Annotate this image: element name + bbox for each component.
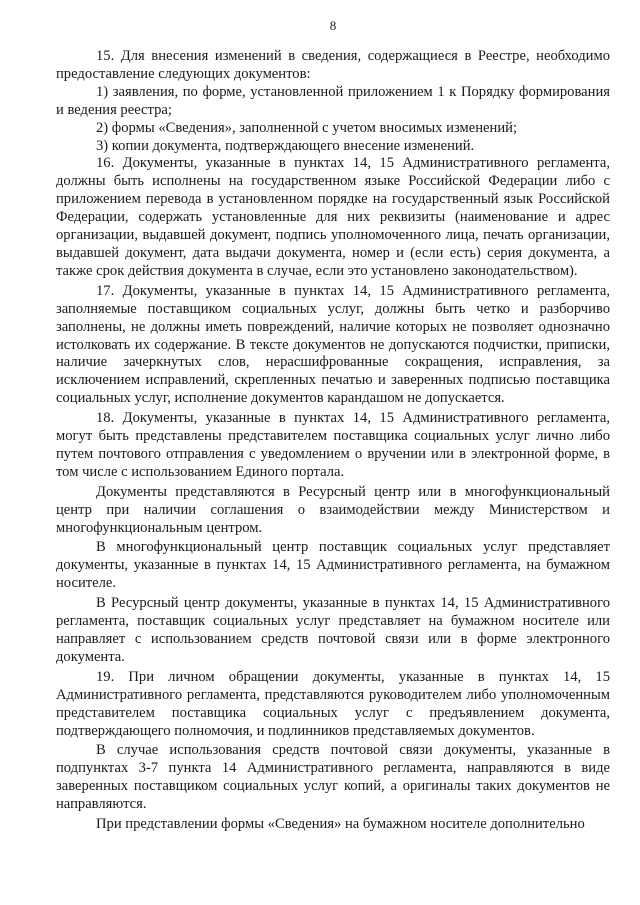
paragraph-19-paper-form: При представлении формы «Сведения» на бумажном носителе дополнительно xyxy=(96,816,585,833)
page-number: 8 xyxy=(329,18,337,33)
paragraph-17: 17. Документы, указанные в пунктах 14, 15 Административного регламента, заполняемые поставщиком социальных услуг, должны быть четко и разборчиво заполнены, не должны иметь повреждений, наличие которых не позволяет однозначно истолковать их содержание. В тексте документов не допускаются подчистки, приписки, наличие зачеркнутых слов, нерасшифрованные сокращения, исправления, за исключением исправлений, скрепленных печатью и заверенных подписью поставщика социальных услуг, исполнение документов карандашом не допускается. xyxy=(56,282,610,407)
paragraph-18: 18. Документы, указанные в пунктах 14, 15 Административного регламента, могут быть представлены представителем поставщика социальных услуг лично либо путем почтового отправления с уведомлением о вручении или в электронной форме, в том числе с использованием Единого портала. xyxy=(56,410,610,480)
paragraph-18-resource-center: В Ресурсный центр документы, указанные в пунктах 14, 15 Административного регламента, поставщик социальных услуг представляет на бумажном носителе или направляет с использованием средств почтовой связи или в форме электронного документа. xyxy=(56,595,610,665)
paragraph-15: 15. Для внесения изменений в сведения, содержащиеся в Реестре, необходимо предоставление следующих документов: xyxy=(56,48,610,82)
document-body xyxy=(56,48,610,834)
paragraph-19-postal: В случае использования средств почтовой связи документы, указанные в подпунктах 3-7 пункта 14 Административного регламента, направляются в виде заверенных поставщиком социальных услуг копий, а оригиналы таких документов не направляются. xyxy=(56,742,610,813)
paragraph-15-item-3: 3) копии документа, подтверждающего внесение изменений. xyxy=(96,137,475,154)
paragraph-15-item-2: 2) формы «Сведения», заполненной с учетом вносимых изменений; xyxy=(96,119,517,136)
paragraph-18-submission-places: Документы представляются в Ресурсный центр или в многофункциональный центр при наличии соглашения о взаимодействии между Министерством и многофункциональным центром. xyxy=(56,483,610,536)
paragraph-19: 19. При личном обращении документы, указанные в пунктах 14, 15 Административного регламента, представляются руководителем либо уполномоченным представителем поставщика социальных услуг с предъявлением документа, подтверждающего полномочия, и подлинников представляемых документов. xyxy=(56,668,610,739)
paragraph-16: 16. Документы, указанные в пунктах 14, 15 Административного регламента, должны быть исполнены на государственном языке Российской Федерации либо с приложением перевода в установленном порядке на государственный язык Российской Федерации, содержать установленные для них реквизиты (наименование и адрес организации, выдавшей документ, подпись уполномоченного лица, печать организации, выдавшей документ, дата выдачи документа, номер и (если есть) серия документа, а также срок действия документа в случае, если это установлено законодательством). xyxy=(56,155,610,279)
paragraph-15-item-1: 1) заявления, по форме, установленной приложением 1 к Порядку формирования и ведения реестра; xyxy=(56,83,610,118)
paragraph-18-mfc: В многофункциональный центр поставщик социальных услуг представляет документы, указанные в пунктах 14, 15 Административного регламента, на бумажном носителе. xyxy=(56,539,610,592)
